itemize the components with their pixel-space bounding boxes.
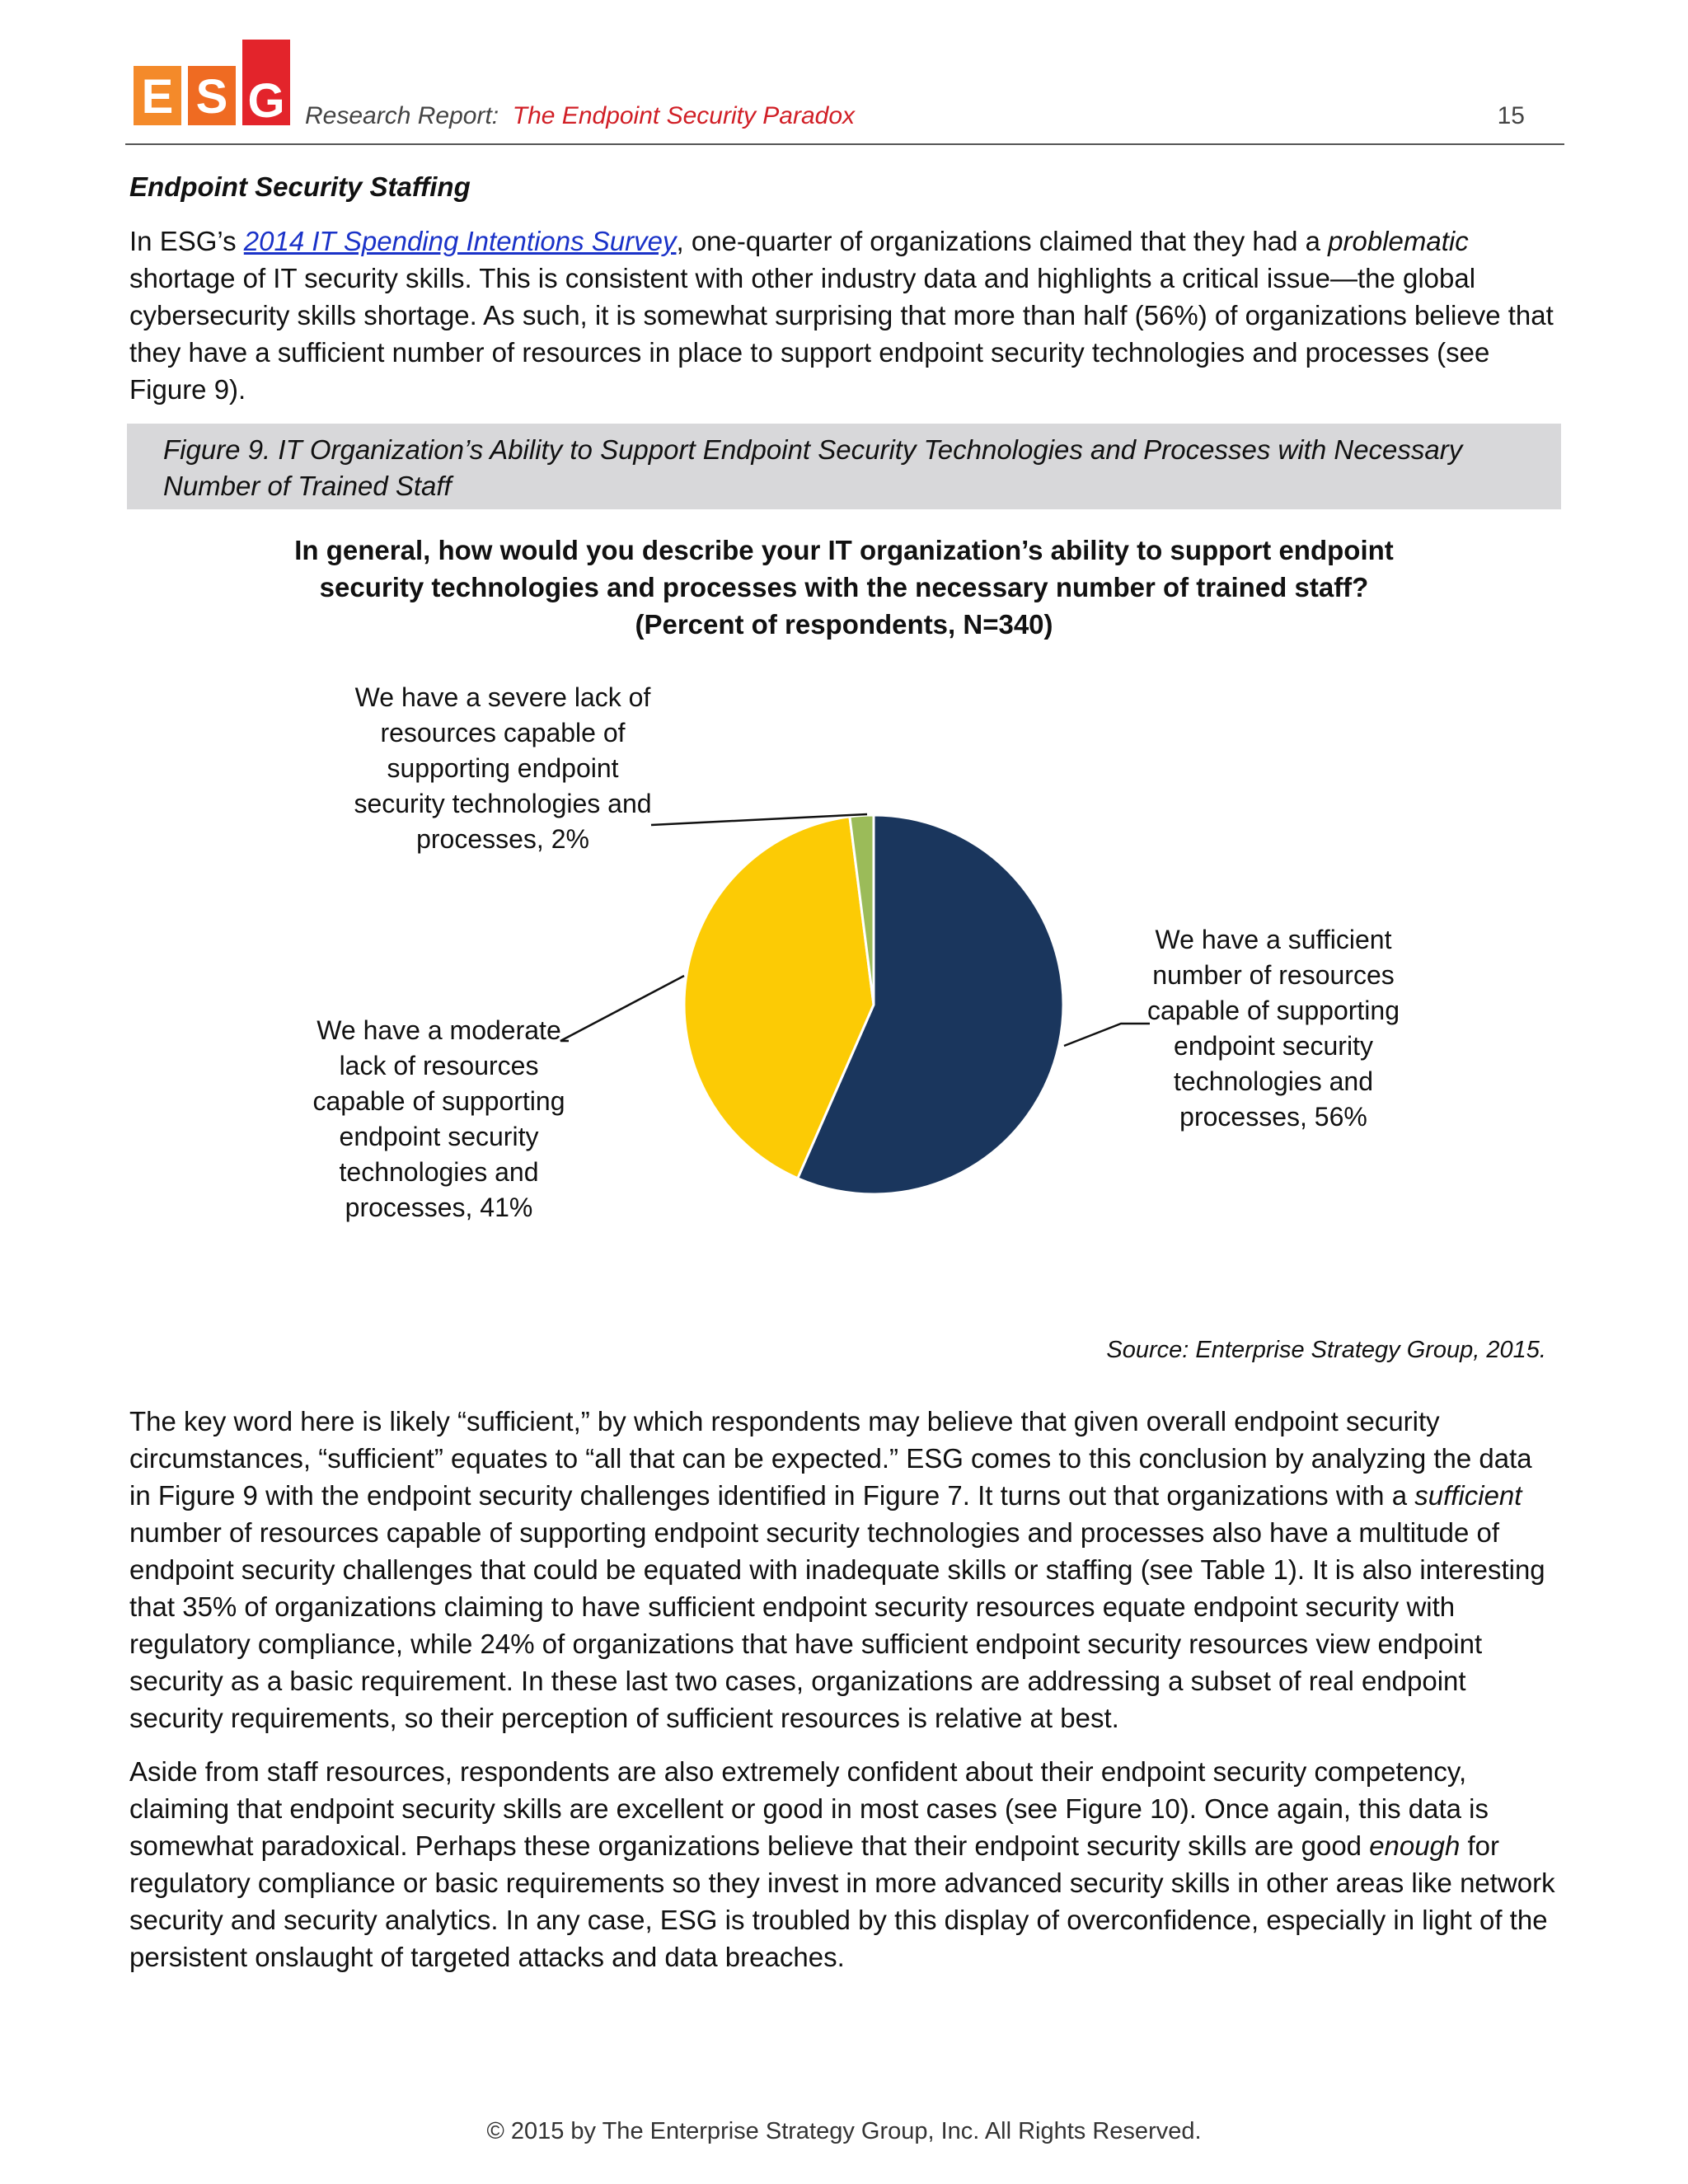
report-prefix: Research Report: bbox=[305, 102, 499, 129]
pie-label-sufficient bbox=[1129, 922, 1418, 1135]
pie-label-sufficient-line: capable of supporting bbox=[1147, 996, 1400, 1025]
section-title: Endpoint Security Staffing bbox=[129, 171, 471, 202]
body2-emphasis: sufficient bbox=[1414, 1480, 1522, 1511]
pie-label-sufficient-line: number of resources bbox=[1152, 960, 1395, 990]
pie-label-moderate-line: capable of supporting bbox=[312, 1086, 565, 1116]
figure-source: Source: Enterprise Strategy Group, 2015. bbox=[1106, 1337, 1546, 1363]
figure-caption: Figure 9. IT Organization’s Ability to Support Endpoint Security Technologies and Processes with Necessary Number of Trained Staff bbox=[127, 424, 1561, 509]
intro-text-1: In ESG’s bbox=[129, 226, 244, 256]
chart-title-line-1: In general, how would you describe your IT organization’s ability to support endpoint bbox=[294, 535, 1394, 565]
pie-label-severe-line: security technologies and bbox=[354, 789, 652, 818]
pie-label-severe-line: processes, 2% bbox=[416, 824, 589, 854]
copyright-footer: © 2015 by The Enterprise Strategy Group, Inc. All Rights Reserved. bbox=[486, 2118, 1202, 2144]
intro-emphasis: problematic bbox=[1328, 226, 1469, 256]
pie-label-severe-line: resources capable of bbox=[380, 718, 626, 748]
report-title: The Endpoint Security Paradox bbox=[512, 102, 856, 129]
body3-emphasis: enough bbox=[1369, 1830, 1461, 1861]
page-number: 15 bbox=[1497, 102, 1525, 129]
pie-label-severe-line: supporting endpoint bbox=[387, 753, 619, 783]
body-paragraph-2 bbox=[129, 1403, 1555, 1736]
chart-title-line-3: (Percent of respondents, N=340) bbox=[635, 609, 1053, 640]
pie-label-moderate-line: endpoint security bbox=[339, 1122, 539, 1151]
pie-label-moderate-line: technologies and bbox=[339, 1157, 539, 1187]
pie-label-moderate-line: processes, 41% bbox=[345, 1193, 533, 1222]
pie-label-sufficient-line: processes, 56% bbox=[1179, 1102, 1367, 1132]
survey-link[interactable]: 2014 IT Spending Intentions Survey bbox=[243, 226, 677, 256]
body-paragraph-3 bbox=[129, 1753, 1555, 1975]
pie-label-severe-line: We have a severe lack of bbox=[354, 682, 651, 712]
chart-title-line-2: security technologies and processes with the necessary number of trained staff? bbox=[319, 572, 1369, 602]
pie-label-moderate bbox=[293, 1013, 585, 1226]
logo-letter-g: G bbox=[242, 40, 290, 125]
pie-label-sufficient-line: technologies and bbox=[1174, 1066, 1373, 1096]
body3-text-2: for regulatory compliance or basic requirements so they invest in more advanced security skills in other areas like network security and security analytics. In any case, ESG is troubled by this display of overconfidence, especially in light of the persistent onslaught of targeted attacks and data breaches. bbox=[129, 1830, 1555, 1972]
logo-letter-e: E bbox=[134, 66, 181, 125]
logo-letter-s: S bbox=[188, 66, 236, 125]
pie-label-sufficient-line: endpoint security bbox=[1174, 1031, 1373, 1061]
body3-text-1: Aside from staff resources, respondents are also extremely confident about their endpoint security competency, claiming that endpoint security skills are excellent or good in most cases (see Figure 10). Once again, this data is somewhat paradoxical. Perhaps these organizations believe that their endpoint security skills are good bbox=[129, 1756, 1489, 1861]
pie-label-moderate-line: lack of resources bbox=[339, 1051, 539, 1080]
intro-text-2: , one-quarter of organizations claimed that they had a bbox=[676, 226, 1329, 256]
body2-text-1: The key word here is likely “sufficient,” by which respondents may believe that given overall endpoint security circumstances, “sufficient” equates to “all that can be expected.” ESG comes to this conclusion by analyzing the data in Figure 9 with the endpoint security challenges identified in Figure 7. It turns out that organizations with a bbox=[129, 1406, 1532, 1511]
pie-label-moderate-line: We have a moderate bbox=[316, 1015, 561, 1045]
pie-label-sufficient-line: We have a sufficient bbox=[1155, 925, 1392, 954]
pie-label-severe bbox=[330, 680, 676, 857]
body2-text-2: number of resources capable of supporting endpoint security technologies and processes also have a multitude of endpoint security challenges that could be equated with inadequate skills or staffing (see Table 1). It is also interesting that 35% of organizations claiming to have sufficient endpoint security resources equate endpoint security with regulatory compliance, while 24% of organizations that have sufficient endpoint security resources view endpoint security as a basic requirement. In these last two cases, organizations are addressing a subset of real endpoint security requirements, so their perception of sufficient resources is relative at best. bbox=[129, 1517, 1545, 1733]
intro-text-3: shortage of IT security skills. This is consistent with other industry data and highlights a critical issue—the global cybersecurity skills shortage. As such, it is somewhat surprising that more than half (56%) of organizations believe that they have a sufficient number of resources in place to support endpoint security technologies and processes (see Figure 9). bbox=[129, 263, 1554, 405]
